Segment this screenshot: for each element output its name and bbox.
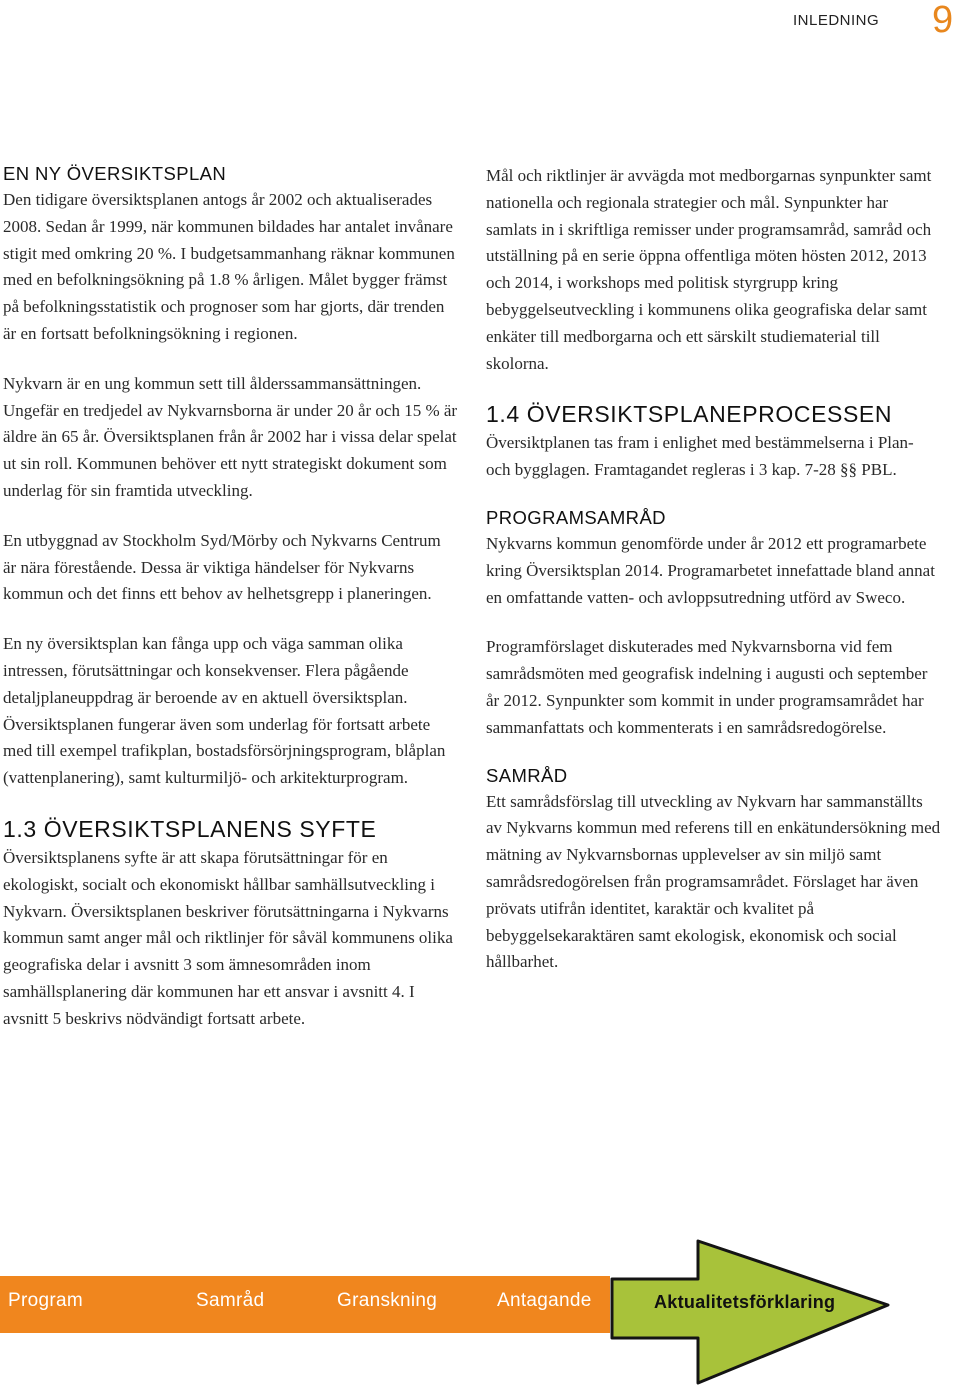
process-step-samrad: Samråd	[196, 1290, 265, 1311]
page-number: 9	[932, 0, 954, 41]
heading-samrad: SAMRÅD	[486, 764, 568, 786]
heading-ny-oversiktsplan: EN NY ÖVERSIKTSPLAN	[3, 163, 227, 184]
process-step-program: Program	[8, 1290, 83, 1311]
heading-oversiktsplanens-syfte: 1.3 ÖVERSIKTSPLANENS SYFTE	[3, 815, 377, 842]
process-step-aktualitetsforklaring: Aktualitetsförklaring	[654, 1292, 836, 1312]
paragraph: Översiktsplanens syfte är att skapa förutsättningar för en ekologiskt, socialt och ekonomiskt hållbar samhällsutveckling i Nykvarn. Översiktsplanen beskriver förutsättningarna i Nykvarns kommun samt anger mål och riktlinjer för såväl kommunens olika geografiska delar i avsnitt 3 som ämnesområden inom samhällsplanering där kommunen har ett ansvar i avsnitt 4. I avsnitt 5 beskrivs nödvändigt fortsatt arbete.	[3, 847, 453, 1028]
process-arrow-graphic	[0, 1235, 960, 1399]
heading-programsamrad: PROGRAMSAMRÅD	[486, 506, 666, 528]
process-step-granskning: Granskning	[337, 1290, 438, 1311]
left-column	[3, 163, 458, 1056]
paragraph: Nykvarn är en ung kommun sett till ålderssammansättningen. Ungefär en tredjedel av Nykvarnsborna är under 20 år och 15 % är äldre än 65 år. Översiktsplanen från år 2002 har i vissa delar spelat ut sin roll. Kommunen behöver ett nytt strategiskt dokument som underlag för sin framtida utveckling.	[3, 373, 458, 500]
paragraph: En ny översiktsplan kan fånga upp och väga samman olika intressen, förutsättningar och konsekvenser. Flera pågående detaljplaneuppdrag är beroende av en aktuell översiktsplan. Översiktsplanen fungerar även som underlag för fortsatt arbete med till exempel trafikplan, bostadsförsörjningsprogram, blåplan (vattenplanering), samt kulturmiljö- och arkitekturprogram.	[3, 634, 446, 788]
heading-oversiktsplaneprocessen: 1.4 ÖVERSIKTSPLANEPROCESSEN	[486, 401, 893, 428]
paragraph: Nykvarns kommun genomförde under år 2012 ett programarbete kring Översiktsplan 2014. Programarbetet innefattade bland annat en omfattande vatten- och avloppsutredning utförd av Sweco.	[486, 533, 935, 607]
paragraph: Programförslaget diskuterades med Nykvarnsborna vid fem samrådsmöten med geografisk indelning i augusti och september år 2012. Synpunkter som kommit in under programsamrådet har sammanfattats och kommenterats i en samrådsredogörelse.	[486, 637, 928, 737]
running-header-section: INLEDNING	[793, 12, 880, 29]
paragraph: Ett samrådsförslag till utveckling av Nykvarn har sammanställts av Nykvarns kommun med referens till en enkätundersökning med mätning av Nykvarnsbornas upplevelser av sin miljö samt samrådsredogörelsen från programsamrådet. Förslaget har även prövats utifrån identitet, karaktär och kvalitet på bebyggelsekaraktären samt ekologisk, ekonomisk och social hållbarhet.	[486, 791, 941, 972]
paragraph: Den tidigare översiktsplanen antogs år 2002 och aktualiserades 2008. Sedan år 1999, när kommunen bildades har antalet invånare stigit med omkring 20 %. I budgetsammanhang räknar kommunen med en befolkningsökning på 1.8 % årligen. Målet bygger främst på befolkningsstatistik och prognoser som har gjorts, där trenden är en fortsatt befolkningsökning i regionen.	[3, 190, 455, 343]
process-step-antagande: Antagande	[497, 1290, 592, 1311]
paragraph: En utbyggnad av Stockholm Syd/Mörby och Nykvarns Centrum är nära förestående. Dessa är viktiga händelser för Nykvarns kommun och det finns ett behov av helhetsgrepp i planeringen.	[3, 530, 441, 604]
paragraph: Mål och riktlinjer är avvägda mot medborgarnas synpunkter samt nationella och regionala strategier och mål. Synpunkter har samlats in i skriftliga remisser under programsamråd, samråd och utställning på en serie öppna offentliga möten hösten 2012, 2013 och 2014, i workshops med politisk styrgrupp kring bebyggelseutveckling i kommunens olika geografiska delar samt enkäter till medborgarna och ett särskilt studiematerial till skolorna.	[486, 166, 932, 373]
right-column	[486, 163, 941, 999]
paragraph: Översiktplanen tas fram i enlighet med bestämmelserna i Plan- och bygglagen. Framtagandet regleras i 3 kap. 7-28 §§ PBL.	[486, 433, 914, 480]
